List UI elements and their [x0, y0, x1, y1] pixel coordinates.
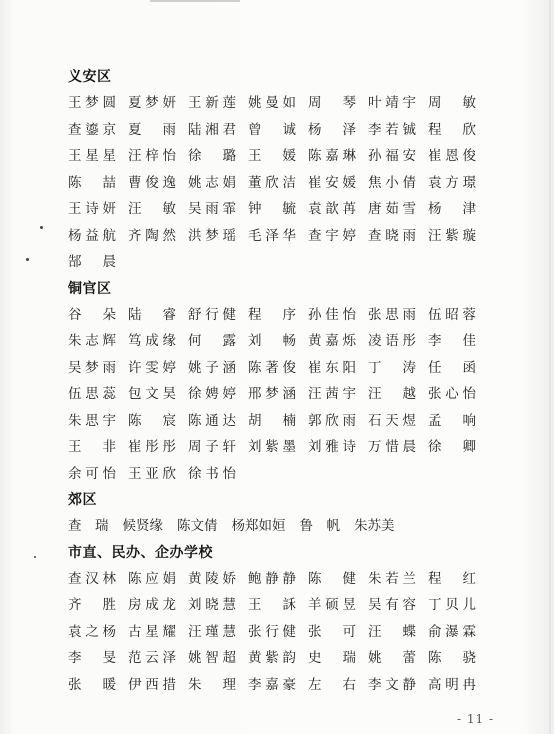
person-name: 程 红 — [428, 570, 476, 587]
person-name: 徐娉婷 — [188, 386, 236, 402]
person-name: 董欣洁 — [248, 174, 296, 191]
person-name: 张 暖 — [68, 676, 116, 693]
person-name: 陆 睿 — [128, 306, 176, 323]
person-name: 包文昊 — [128, 386, 176, 402]
person-name: 石天煜 — [368, 412, 416, 429]
name-row — [68, 513, 488, 540]
person-name: 史 瑞 — [308, 650, 356, 666]
person-name: 袁歆苒 — [308, 201, 356, 217]
person-name: 伍思蕊 — [68, 386, 116, 402]
person-name: 陈 喆 — [68, 174, 116, 191]
person-name: 陈通达 — [188, 412, 236, 429]
person-name: 何 露 — [188, 333, 236, 349]
page-number: - 11 - — [456, 712, 494, 726]
person-name: 崔彤彤 — [128, 439, 176, 455]
person-name: 凌语彤 — [368, 333, 416, 349]
person-name: 查汉林 — [68, 570, 116, 587]
person-name: 余可怡 — [68, 465, 116, 482]
person-name: 朱思宇 — [68, 412, 116, 429]
person-name: 陆湘君 — [188, 121, 236, 138]
person-name: 李文静 — [368, 676, 416, 693]
person-name: 朱若兰 — [368, 570, 416, 587]
person-name: 崔东阳 — [308, 359, 356, 376]
person-name: 王梦圆 — [68, 95, 116, 111]
person-name: 孙福安 — [368, 148, 416, 164]
person-name: 汪茜宇 — [308, 386, 356, 402]
name-grid — [68, 90, 488, 276]
person-name: 左 右 — [308, 676, 356, 693]
person-name: 刘雅诗 — [308, 439, 356, 455]
section-jiaoqu — [68, 487, 488, 540]
person-name: 王 訸 — [248, 597, 296, 613]
person-name: 邢梦涵 — [248, 386, 296, 402]
person-name: 李 佳 — [428, 333, 476, 349]
person-name: 钟 毓 — [248, 201, 296, 217]
person-name: 刘 畅 — [248, 333, 296, 349]
person-name: 王星星 — [68, 148, 116, 164]
person-name: 俞瀑霖 — [428, 623, 476, 640]
person-name: 谷 朵 — [68, 306, 116, 323]
person-name: 高明冉 — [428, 676, 476, 693]
person-name: 张 可 — [308, 623, 356, 640]
person-name: 汪紫璇 — [428, 227, 476, 244]
person-name: 曾 诚 — [248, 121, 296, 138]
person-name: 李若铖 — [368, 121, 416, 138]
person-name: 袁之杨 — [68, 623, 116, 640]
person-name: 周子轩 — [188, 439, 236, 455]
person-name: 张心怡 — [428, 386, 476, 402]
person-name: 夏 雨 — [128, 121, 176, 138]
person-name: 徐 璐 — [188, 148, 236, 164]
section-title: 铜官区 — [68, 280, 112, 297]
person-name: 唐茹雪 — [368, 201, 416, 217]
person-name: 陈 宸 — [128, 412, 176, 429]
person-name: 汪 越 — [368, 386, 416, 402]
person-name: 笃成缘 — [128, 333, 176, 349]
person-name: 洪梦瑶 — [188, 227, 236, 244]
person-name: 孟 响 — [428, 412, 476, 429]
section-title: 市直、民办、企办学校 — [68, 544, 213, 561]
person-name: 刘紫墨 — [248, 439, 296, 455]
person-name: 伊西措 — [128, 676, 176, 693]
person-name: 许雯婷 — [128, 359, 176, 376]
person-name: 曹俊逸 — [128, 174, 176, 191]
person-name: 汪梓怡 — [128, 148, 176, 164]
person-name: 黄陵娇 — [188, 570, 236, 587]
person-name: 羊硕昱 — [308, 597, 356, 613]
person-name: 姚曼如 — [248, 95, 296, 111]
person-name: 候贤缘 — [122, 518, 163, 534]
person-name: 杨 泽 — [308, 121, 356, 138]
scan-speck — [34, 556, 36, 558]
person-name: 吴雨霏 — [188, 201, 236, 217]
section-yian — [68, 64, 488, 276]
person-name: 齐 胜 — [68, 597, 116, 613]
section-tongguan — [68, 276, 488, 488]
person-name: 叶靖宇 — [368, 95, 416, 111]
person-name: 古星耀 — [128, 623, 176, 640]
person-name: 刘晓慧 — [188, 597, 236, 613]
person-name: 姚志娟 — [188, 174, 236, 191]
section-title: 义安区 — [68, 69, 112, 85]
person-name: 程 序 — [248, 306, 296, 323]
person-name: 郜 晨 — [68, 254, 116, 270]
person-name: 李 旻 — [68, 650, 116, 666]
person-name: 舒行健 — [188, 306, 236, 323]
scan-speck — [40, 226, 43, 229]
person-name: 查宇婷 — [308, 227, 356, 244]
person-name: 胡 楠 — [248, 412, 296, 429]
person-name: 周 敏 — [428, 95, 476, 111]
person-name: 王 媛 — [248, 148, 296, 164]
person-name: 姚智超 — [188, 650, 236, 666]
person-name: 孙佳怡 — [308, 306, 356, 323]
person-name: 郭欣雨 — [308, 412, 356, 429]
person-name: 杨 津 — [428, 201, 476, 217]
person-name: 查 瑞 — [68, 518, 109, 534]
person-name: 王 非 — [68, 439, 116, 455]
person-name: 焦小倩 — [368, 174, 416, 191]
person-name: 袁方璟 — [428, 174, 476, 191]
person-name: 伍昭蓉 — [428, 306, 476, 323]
name-grid — [68, 302, 488, 488]
scan-edge-top — [150, 0, 240, 2]
person-name: 崔恩俊 — [428, 148, 476, 164]
person-name: 鲍静静 — [248, 570, 296, 587]
person-name: 房成龙 — [128, 597, 176, 613]
person-name: 丁贝儿 — [428, 597, 476, 613]
person-name: 汪 蝶 — [368, 623, 416, 640]
section-city-schools — [68, 540, 488, 699]
person-name: 朱 理 — [188, 676, 236, 693]
person-name: 陈应娟 — [128, 570, 176, 587]
person-name: 黄紫韵 — [248, 650, 296, 666]
person-name: 王新莲 — [188, 95, 236, 111]
scan-speck — [26, 258, 29, 261]
person-name: 陈 健 — [308, 570, 356, 587]
section-title: 郊区 — [68, 492, 97, 508]
person-name: 陈 骁 — [428, 650, 476, 666]
person-name: 徐书怡 — [188, 465, 236, 482]
person-name: 吴梦雨 — [68, 359, 116, 376]
person-name: 查晓雨 — [368, 227, 416, 244]
person-name: 朱苏美 — [354, 518, 395, 534]
person-name: 周 琴 — [308, 95, 356, 111]
person-name: 夏梦妍 — [128, 95, 176, 111]
person-name: 汪 敏 — [128, 201, 176, 217]
person-name: 杨益航 — [68, 227, 116, 244]
person-name: 陈嘉琳 — [308, 148, 356, 164]
person-name: 张思雨 — [368, 306, 416, 323]
person-name: 朱志辉 — [68, 333, 116, 349]
person-name: 王诗妍 — [68, 201, 116, 217]
name-grid — [68, 566, 488, 699]
person-name: 范云泽 — [128, 650, 176, 666]
person-name: 黄嘉烁 — [308, 333, 356, 349]
person-name: 齐陶然 — [128, 227, 176, 244]
person-name: 汪瑾慧 — [188, 623, 236, 640]
person-name: 王亚欣 — [128, 465, 176, 482]
person-name: 张行健 — [248, 623, 296, 640]
person-name: 陈著俊 — [248, 359, 296, 376]
person-name: 程 欣 — [428, 121, 476, 138]
person-name: 万惜晨 — [368, 439, 416, 455]
person-name: 陈文倩 — [177, 518, 218, 534]
person-name: 查鎏京 — [68, 121, 116, 138]
person-name: 吴有容 — [368, 597, 416, 613]
person-name: 鲁 帆 — [299, 518, 340, 534]
scan-edge-right — [549, 0, 551, 734]
name-list-content — [68, 64, 488, 698]
person-name: 任 函 — [428, 359, 476, 376]
person-name: 徐 卿 — [428, 439, 476, 455]
person-name: 崔安媛 — [308, 174, 356, 191]
person-name: 毛泽华 — [248, 227, 296, 244]
person-name: 姚 蕾 — [368, 650, 416, 666]
person-name: 杨郑如姮 — [231, 518, 286, 534]
person-name: 李嘉豪 — [248, 676, 296, 693]
person-name: 姚子涵 — [188, 359, 236, 376]
person-name: 丁 涛 — [368, 359, 416, 376]
